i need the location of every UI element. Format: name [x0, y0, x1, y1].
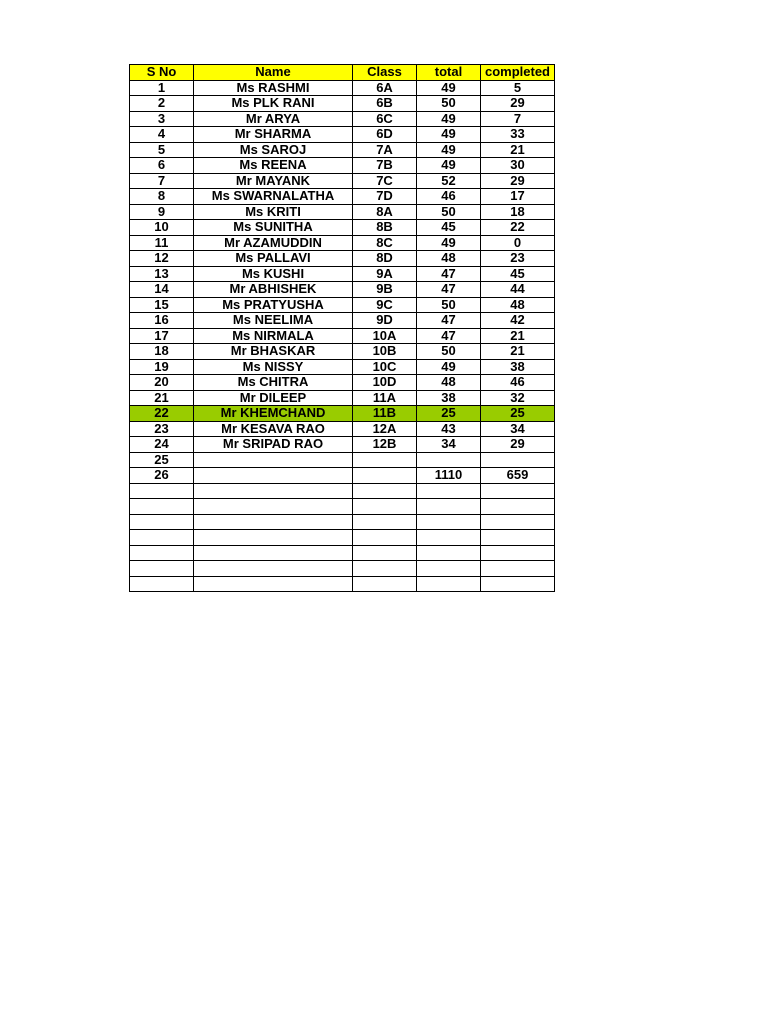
teacher-completion-table — [129, 64, 555, 592]
total-cell[interactable]: 47 — [417, 282, 481, 298]
sno-cell[interactable]: 5 — [130, 142, 194, 158]
total-cell[interactable] — [417, 545, 481, 561]
table-row — [130, 142, 555, 158]
sno-cell[interactable]: 2 — [130, 96, 194, 112]
total-cell[interactable]: 46 — [417, 189, 481, 205]
table-body — [130, 80, 555, 592]
class-cell[interactable]: 11A — [353, 390, 417, 406]
table-row — [130, 561, 555, 577]
sno-cell[interactable] — [130, 514, 194, 530]
class-cell[interactable]: 12A — [353, 421, 417, 437]
class-cell[interactable]: 10A — [353, 328, 417, 344]
total-cell[interactable]: 25 — [417, 406, 481, 422]
total-cell[interactable]: 47 — [417, 266, 481, 282]
completed-cell[interactable]: 5 — [481, 80, 555, 96]
total-cell[interactable] — [417, 514, 481, 530]
table-row — [130, 359, 555, 375]
name-cell[interactable]: Mr KHEMCHAND — [194, 406, 353, 422]
name-cell[interactable]: Mr ABHISHEK — [194, 282, 353, 298]
sno-cell[interactable]: 23 — [130, 421, 194, 437]
sno-cell[interactable]: 9 — [130, 204, 194, 220]
table-row — [130, 297, 555, 313]
total-cell[interactable] — [417, 576, 481, 592]
class-cell[interactable]: 9B — [353, 282, 417, 298]
class-cell[interactable]: 7A — [353, 142, 417, 158]
class-cell[interactable]: 9D — [353, 313, 417, 329]
completed-cell[interactable]: 32 — [481, 390, 555, 406]
total-cell[interactable]: 49 — [417, 359, 481, 375]
table-row — [130, 576, 555, 592]
completed-cell[interactable] — [481, 576, 555, 592]
name-cell[interactable]: Mr MAYANK — [194, 173, 353, 189]
class-cell[interactable] — [353, 483, 417, 499]
name-cell[interactable]: Mr DILEEP — [194, 390, 353, 406]
name-cell[interactable]: Mr ARYA — [194, 111, 353, 127]
name-cell[interactable]: Ms REENA — [194, 158, 353, 174]
name-cell[interactable]: Ms CHITRA — [194, 375, 353, 391]
table-row — [130, 96, 555, 112]
completed-cell[interactable] — [481, 483, 555, 499]
name-cell[interactable]: Ms KUSHI — [194, 266, 353, 282]
table-row — [130, 220, 555, 236]
class-cell[interactable]: 12B — [353, 437, 417, 453]
name-cell[interactable]: Ms RASHMI — [194, 80, 353, 96]
sno-cell[interactable]: 20 — [130, 375, 194, 391]
completed-cell[interactable]: 48 — [481, 297, 555, 313]
sno-cell[interactable]: 26 — [130, 468, 194, 484]
sno-cell[interactable] — [130, 530, 194, 546]
table-row — [130, 499, 555, 515]
completed-cell[interactable]: 21 — [481, 328, 555, 344]
sno-cell[interactable]: 25 — [130, 452, 194, 468]
name-cell[interactable] — [194, 483, 353, 499]
completed-cell[interactable]: 46 — [481, 375, 555, 391]
sno-cell[interactable]: 22 — [130, 406, 194, 422]
sno-cell[interactable]: 1 — [130, 80, 194, 96]
sno-cell[interactable]: 7 — [130, 173, 194, 189]
table-row — [130, 390, 555, 406]
total-cell[interactable]: 49 — [417, 142, 481, 158]
completed-cell[interactable] — [481, 452, 555, 468]
class-cell[interactable] — [353, 468, 417, 484]
total-cell[interactable]: 45 — [417, 220, 481, 236]
completed-cell[interactable]: 34 — [481, 421, 555, 437]
sno-cell[interactable]: 12 — [130, 251, 194, 267]
completed-cell[interactable] — [481, 514, 555, 530]
class-cell[interactable] — [353, 499, 417, 515]
total-cell[interactable]: 38 — [417, 390, 481, 406]
total-cell[interactable]: 49 — [417, 127, 481, 143]
total-cell[interactable]: 50 — [417, 297, 481, 313]
class-cell[interactable]: 7B — [353, 158, 417, 174]
sno-cell[interactable]: 13 — [130, 266, 194, 282]
total-cell[interactable]: 49 — [417, 235, 481, 251]
completed-cell[interactable]: 0 — [481, 235, 555, 251]
name-cell[interactable]: Ms PALLAVI — [194, 251, 353, 267]
table-row — [130, 375, 555, 391]
header-sno[interactable]: S No — [130, 65, 194, 81]
name-cell[interactable] — [194, 576, 353, 592]
sno-cell[interactable]: 11 — [130, 235, 194, 251]
completed-cell[interactable]: 23 — [481, 251, 555, 267]
class-cell[interactable] — [353, 561, 417, 577]
total-cell[interactable]: 49 — [417, 158, 481, 174]
table-row — [130, 421, 555, 437]
header-row — [130, 65, 555, 81]
name-cell[interactable]: Ms SUNITHA — [194, 220, 353, 236]
table-row — [130, 80, 555, 96]
total-cell[interactable]: 49 — [417, 80, 481, 96]
table-row — [130, 204, 555, 220]
class-cell[interactable]: 9A — [353, 266, 417, 282]
sno-cell[interactable]: 24 — [130, 437, 194, 453]
header-class[interactable]: Class — [353, 65, 417, 81]
sno-cell[interactable] — [130, 545, 194, 561]
class-cell[interactable] — [353, 514, 417, 530]
class-cell[interactable]: 6B — [353, 96, 417, 112]
name-cell[interactable]: Ms SAROJ — [194, 142, 353, 158]
table-row — [130, 452, 555, 468]
header-total[interactable]: total — [417, 65, 481, 81]
total-cell[interactable]: 48 — [417, 251, 481, 267]
header-completed[interactable]: completed — [481, 65, 555, 81]
total-cell[interactable]: 43 — [417, 421, 481, 437]
total-cell[interactable]: 47 — [417, 328, 481, 344]
header-name[interactable]: Name — [194, 65, 353, 81]
sno-cell[interactable]: 21 — [130, 390, 194, 406]
class-cell[interactable] — [353, 452, 417, 468]
class-cell[interactable]: 10D — [353, 375, 417, 391]
table-row — [130, 530, 555, 546]
sno-cell[interactable]: 6 — [130, 158, 194, 174]
sno-cell[interactable]: 19 — [130, 359, 194, 375]
table-row — [130, 514, 555, 530]
completed-cell[interactable]: 29 — [481, 437, 555, 453]
completed-cell[interactable] — [481, 530, 555, 546]
sno-cell[interactable]: 16 — [130, 313, 194, 329]
name-cell[interactable] — [194, 499, 353, 515]
name-cell[interactable] — [194, 452, 353, 468]
class-cell[interactable]: 10C — [353, 359, 417, 375]
total-cell[interactable] — [417, 452, 481, 468]
sno-cell[interactable] — [130, 561, 194, 577]
table-row — [130, 328, 555, 344]
completed-cell[interactable]: 18 — [481, 204, 555, 220]
class-cell[interactable]: 7D — [353, 189, 417, 205]
sno-cell[interactable]: 3 — [130, 111, 194, 127]
completed-cell[interactable]: 38 — [481, 359, 555, 375]
sno-cell[interactable] — [130, 483, 194, 499]
sno-cell[interactable]: 8 — [130, 189, 194, 205]
total-cell[interactable]: 47 — [417, 313, 481, 329]
sno-cell[interactable]: 18 — [130, 344, 194, 360]
name-cell[interactable]: Ms SWARNALATHA — [194, 189, 353, 205]
name-cell[interactable]: Mr AZAMUDDIN — [194, 235, 353, 251]
sno-cell[interactable]: 4 — [130, 127, 194, 143]
completed-cell[interactable]: 25 — [481, 406, 555, 422]
class-cell[interactable]: 6D — [353, 127, 417, 143]
table-row — [130, 158, 555, 174]
name-cell[interactable] — [194, 545, 353, 561]
completed-cell[interactable]: 7 — [481, 111, 555, 127]
name-cell[interactable] — [194, 468, 353, 484]
total-cell[interactable] — [417, 483, 481, 499]
completed-cell[interactable]: 21 — [481, 344, 555, 360]
name-cell[interactable]: Mr KESAVA RAO — [194, 421, 353, 437]
name-cell[interactable]: Ms PLK RANI — [194, 96, 353, 112]
class-cell[interactable] — [353, 576, 417, 592]
total-cell[interactable] — [417, 561, 481, 577]
class-cell[interactable]: 8B — [353, 220, 417, 236]
total-cell[interactable] — [417, 530, 481, 546]
completed-cell[interactable]: 21 — [481, 142, 555, 158]
table-row — [130, 173, 555, 189]
class-cell[interactable] — [353, 530, 417, 546]
name-cell[interactable] — [194, 561, 353, 577]
completed-cell[interactable]: 659 — [481, 468, 555, 484]
table-row — [130, 545, 555, 561]
table-row — [130, 313, 555, 329]
table-row — [130, 266, 555, 282]
class-cell[interactable]: 7C — [353, 173, 417, 189]
table-row — [130, 111, 555, 127]
completed-cell[interactable] — [481, 561, 555, 577]
total-cell[interactable]: 52 — [417, 173, 481, 189]
table-row — [130, 235, 555, 251]
class-cell[interactable]: 9C — [353, 297, 417, 313]
class-cell[interactable]: 8A — [353, 204, 417, 220]
table-row — [130, 251, 555, 267]
name-cell[interactable]: Ms NIRMALA — [194, 328, 353, 344]
sno-cell[interactable] — [130, 576, 194, 592]
total-cell[interactable]: 50 — [417, 96, 481, 112]
completed-cell[interactable]: 44 — [481, 282, 555, 298]
completed-cell[interactable]: 29 — [481, 173, 555, 189]
total-cell[interactable]: 49 — [417, 111, 481, 127]
total-cell[interactable] — [417, 499, 481, 515]
name-cell[interactable] — [194, 514, 353, 530]
table-row — [130, 406, 555, 422]
class-cell[interactable]: 10B — [353, 344, 417, 360]
name-cell[interactable]: Ms KRITI — [194, 204, 353, 220]
completed-cell[interactable]: 33 — [481, 127, 555, 143]
table-row — [130, 189, 555, 205]
table-row — [130, 468, 555, 484]
sno-cell[interactable] — [130, 499, 194, 515]
table-row — [130, 282, 555, 298]
table-row — [130, 437, 555, 453]
completed-cell[interactable]: 45 — [481, 266, 555, 282]
total-cell[interactable]: 50 — [417, 204, 481, 220]
total-cell[interactable]: 48 — [417, 375, 481, 391]
completed-cell[interactable]: 29 — [481, 96, 555, 112]
total-cell[interactable]: 1110 — [417, 468, 481, 484]
sno-cell[interactable]: 10 — [130, 220, 194, 236]
sno-cell[interactable]: 17 — [130, 328, 194, 344]
name-cell[interactable]: Mr SRIPAD RAO — [194, 437, 353, 453]
completed-cell[interactable]: 17 — [481, 189, 555, 205]
class-cell[interactable] — [353, 545, 417, 561]
completed-cell[interactable]: 30 — [481, 158, 555, 174]
class-cell[interactable]: 6A — [353, 80, 417, 96]
class-cell[interactable]: 6C — [353, 111, 417, 127]
table-row — [130, 483, 555, 499]
table-row — [130, 127, 555, 143]
sno-cell[interactable]: 15 — [130, 297, 194, 313]
sno-cell[interactable]: 14 — [130, 282, 194, 298]
name-cell[interactable] — [194, 530, 353, 546]
class-cell[interactable]: 11B — [353, 406, 417, 422]
completed-cell[interactable] — [481, 499, 555, 515]
class-cell[interactable]: 8D — [353, 251, 417, 267]
completed-cell[interactable]: 22 — [481, 220, 555, 236]
name-cell[interactable]: Mr SHARMA — [194, 127, 353, 143]
completed-cell[interactable]: 42 — [481, 313, 555, 329]
name-cell[interactable]: Ms NEELIMA — [194, 313, 353, 329]
total-cell[interactable]: 50 — [417, 344, 481, 360]
name-cell[interactable]: Mr BHASKAR — [194, 344, 353, 360]
class-cell[interactable]: 8C — [353, 235, 417, 251]
completed-cell[interactable] — [481, 545, 555, 561]
table-row — [130, 344, 555, 360]
total-cell[interactable]: 34 — [417, 437, 481, 453]
name-cell[interactable]: Ms NISSY — [194, 359, 353, 375]
name-cell[interactable]: Ms PRATYUSHA — [194, 297, 353, 313]
